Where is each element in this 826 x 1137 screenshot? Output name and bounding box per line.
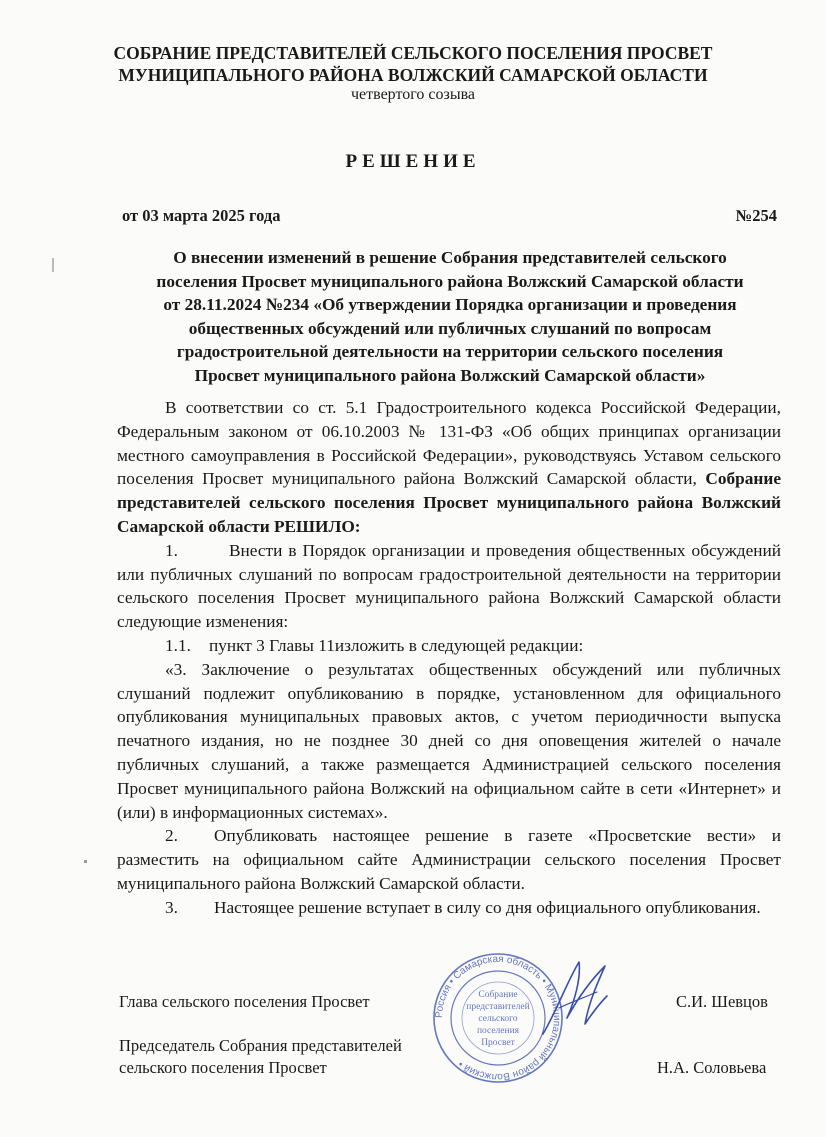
- decision-number: №254: [735, 206, 777, 225]
- subject-line: поселения Просвет муниципального района Волжский Самарской области: [156, 271, 744, 291]
- item-1-text: Внести в Порядок организации и проведения общественных обсуждений или публичных слушаний по вопросам градостроительной деятельности на территории сельского поселения Просвет муниципального района Волжский Самарской области следующие изменения:: [117, 540, 781, 632]
- header: [0, 42, 826, 104]
- preamble-resolution: Собрание представителей сельского поселения Просвет муниципального района Волжский Самарской области РЕШИЛО:: [117, 469, 781, 536]
- head-signature-name: С.И. Шевцов: [676, 992, 768, 1011]
- subject-line: О внесении изменений в решение Собрания представителей сельского: [173, 248, 727, 267]
- item-3-number: 3.: [165, 897, 178, 917]
- item-3: [117, 896, 781, 920]
- subject-line: общественных обсуждений или публичных слушаний по вопросам: [188, 318, 712, 338]
- decision-date: от 03 марта 2025 года: [122, 206, 281, 225]
- item-2-number: 2.: [165, 826, 178, 846]
- chair-title-line2: сельского поселения Просвет: [119, 1058, 327, 1077]
- svg-text:Собрание: Собрание: [478, 990, 518, 1000]
- handwritten-signature: [535, 952, 615, 1042]
- svg-text:Россия • Самарская область • М: Россия • Самарская область • Муниципальный район Волжский •: [433, 953, 563, 1083]
- document-type-title: РЕШЕНИЕ: [345, 151, 481, 172]
- organization-name-line1: СОБРАНИЕ ПРЕДСТАВИТЕЛЕЙ СЕЛЬСКОГО ПОСЕЛЕНИЯ ПРОСВЕТ: [113, 43, 713, 63]
- svg-text:поселения: поселения: [476, 1026, 520, 1036]
- convocation: четвертого созыва: [350, 86, 476, 103]
- item-2: [117, 824, 781, 895]
- preamble-text: В соответствии со ст. 5.1 Градостроительного кодекса Российской Федерации, Федеральным законом от 06.10.2003 № 131-ФЗ «Об общих принципах организации местного самоуправления в Российской Федерации», руководствуясь Уставом сельского поселения Просвет муниципального района Волжский Самарской области,: [117, 398, 781, 489]
- svg-text:Просвет: Просвет: [481, 1038, 515, 1048]
- preamble-paragraph: [117, 396, 781, 539]
- decision-subject: [118, 246, 782, 388]
- svg-text:сельского: сельского: [478, 1014, 518, 1024]
- item-1-1: [117, 634, 781, 658]
- subject-line: градостроительной деятельности на территории сельского поселения: [176, 342, 724, 362]
- chair-signature-name: Н.А. Соловьева: [657, 1058, 767, 1077]
- scan-mark: [52, 258, 54, 272]
- dateline: [122, 206, 777, 226]
- subject-line: Просвет муниципального района Волжский Самарской области»: [194, 365, 706, 385]
- organization-name-line2: МУНИЦИПАЛЬНОГО РАЙОНА ВОЛЖСКИЙ САМАРСКОЙ ОБЛАСТИ: [118, 65, 708, 85]
- item-1: [117, 539, 781, 634]
- chair-title-line1: Председатель Собрания представителей: [119, 1036, 402, 1055]
- decision-body: [117, 396, 781, 920]
- head-signature-title: Глава сельского поселения Просвет: [119, 992, 370, 1011]
- item-1-1-number: 1.1.: [165, 635, 191, 655]
- item-1-1-text: пункт 3 Главы 11изложить в следующей редакции:: [209, 635, 584, 655]
- chair-signature-title: [119, 1035, 402, 1079]
- item-1-number: 1.: [165, 540, 178, 560]
- subject-line: от 28.11.2024 №234 «Об утверждении Порядка организации и проведения: [163, 295, 737, 315]
- item-2-text: Опубликовать настоящее решение в газете «Просветские вести» и разместить на официальном сайте Администрации сельского поселения Просвет муниципального района Волжский Самарской области.: [117, 826, 781, 893]
- svg-text:представителей: представителей: [466, 1002, 530, 1012]
- item-3-text: Настоящее решение вступает в силу со дня официального опубликования.: [214, 897, 761, 917]
- amended-clause-quote: «3. Заключение о результатах общественных обсуждений или публичных слушаний подлежит опубликованию в порядке, установленном для официального опубликования муниципальных правовых актов, с учетом периодичности выпуска печатного издания, но не позднее 30 дней со дня оповещения жителей о начале публичных слушаний, а также размещается Администрацией сельского поселения Просвет муниципального района Волжский на официальном сайте в сети «Интернет» и (или) в информационных системах».: [117, 659, 781, 822]
- scan-mark: [84, 860, 87, 863]
